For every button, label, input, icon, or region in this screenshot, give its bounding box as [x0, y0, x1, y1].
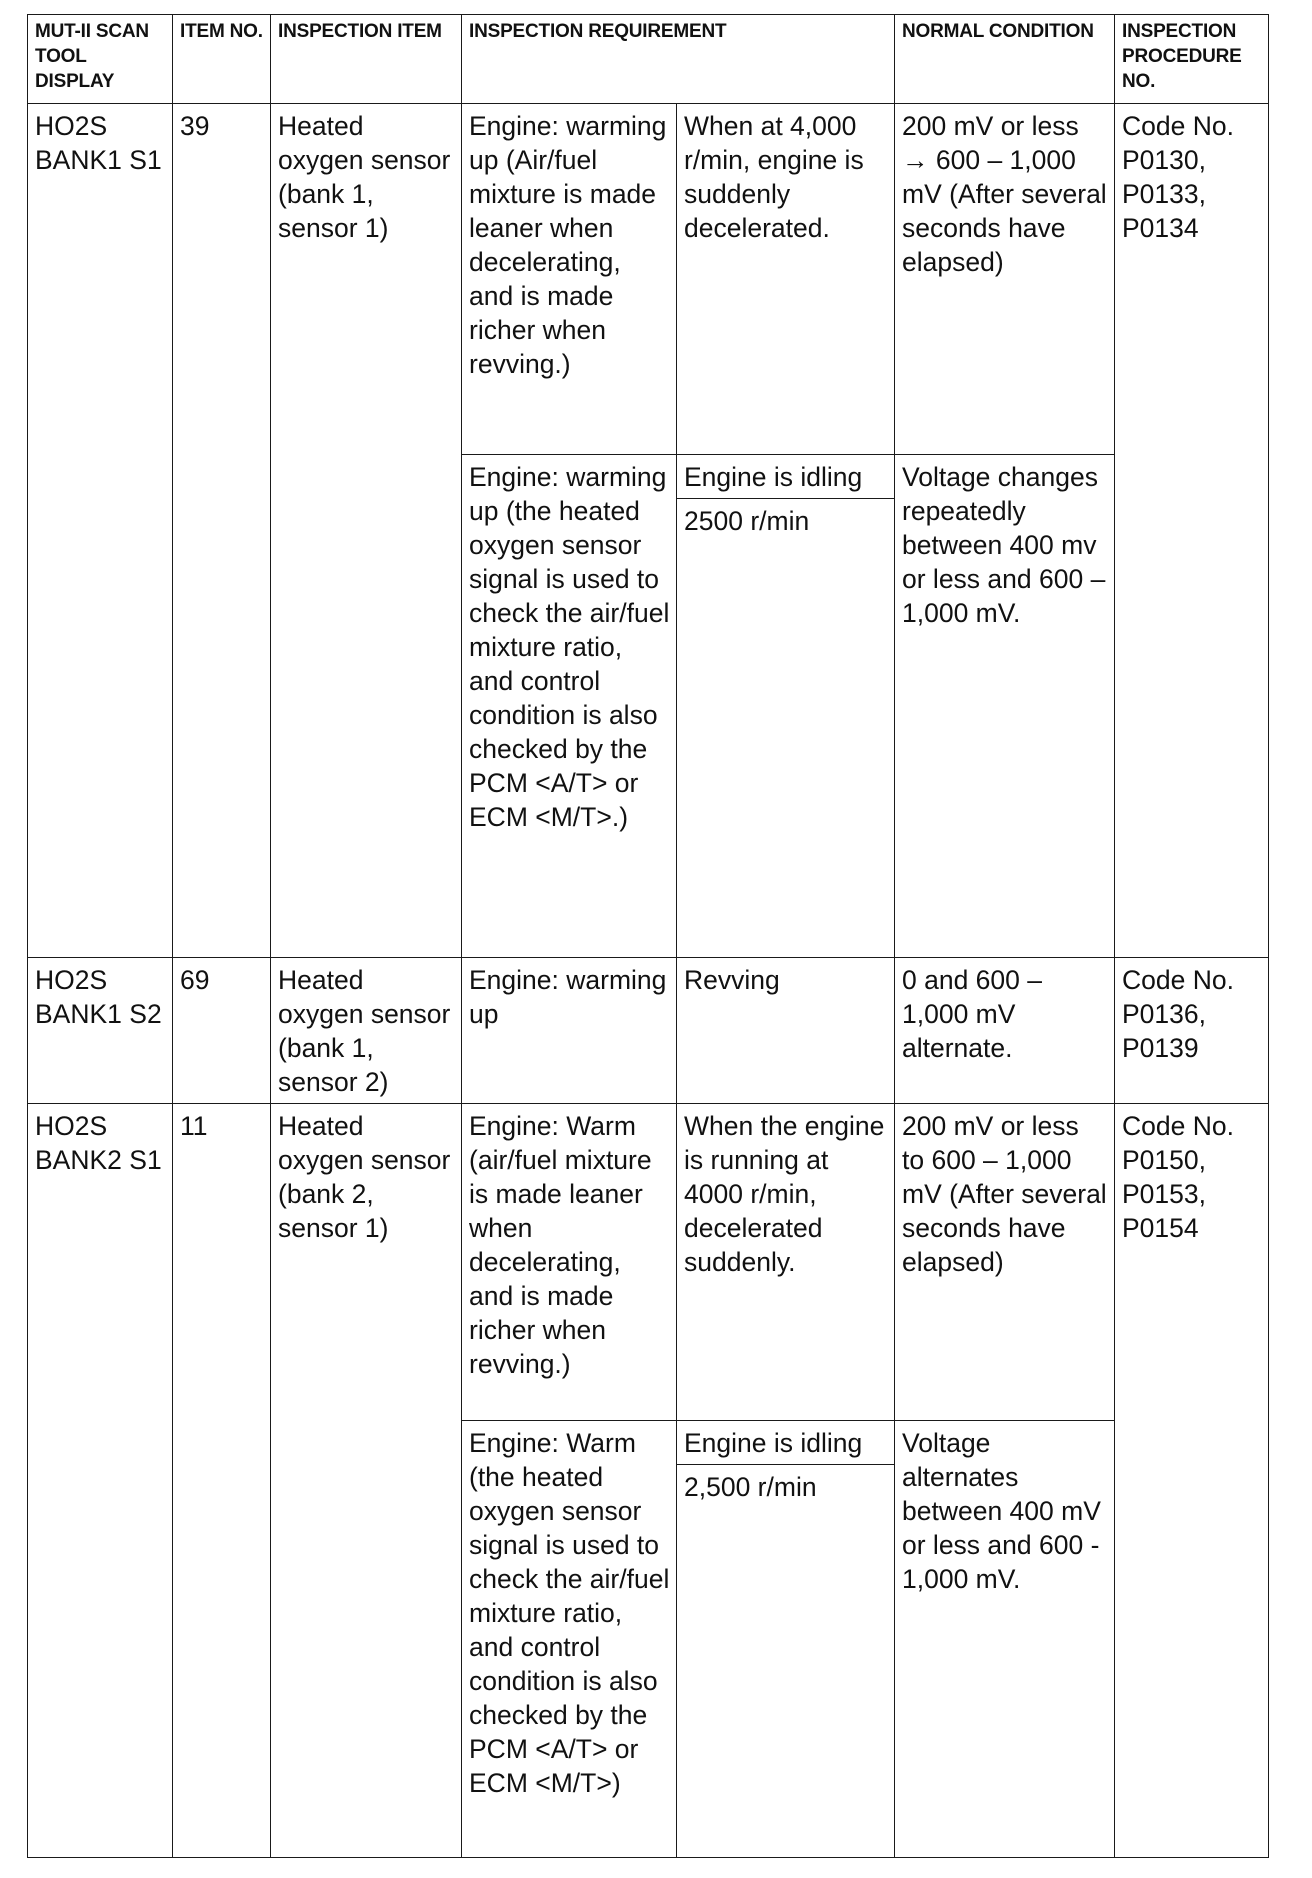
item-no-cell: 11 [173, 1104, 271, 1858]
condition-cell: When the engine is running at 4000 r/min, decelerated suddenly. [677, 1104, 895, 1421]
condition-cell: 2500 r/min [677, 499, 895, 958]
header-scan-tool-display: MUT-II SCAN TOOL DISPLAY [28, 15, 173, 104]
header-row [28, 15, 1269, 104]
condition-cell: 2,500 r/min [677, 1465, 895, 1858]
inspection-item-cell: Heated oxygen sensor (bank 2, sensor 1) [271, 1104, 462, 1858]
item-no-cell: 69 [173, 958, 271, 1104]
inspection-table [27, 14, 1269, 1858]
item-no-cell: 39 [173, 104, 271, 958]
table-row [28, 1104, 1269, 1421]
scan-tool-display-cell: HO2S BANK1 S1 [28, 104, 173, 958]
header-item-no: ITEM NO. [173, 15, 271, 104]
normal-condition-cell: 200 mV or less to 600 – 1,000 mV (After several seconds have elapsed) [895, 1104, 1115, 1421]
normal-condition-cell: Voltage alternates between 400 mV or less and 600 - 1,000 mV. [895, 1421, 1115, 1858]
procedure-cell: Code No. P0136, P0139 [1115, 958, 1269, 1104]
requirement-cell: Engine: warming up [462, 958, 677, 1104]
table-row [28, 958, 1269, 1104]
requirement-cell: Engine: Warm (the heated oxygen sensor signal is used to check the air/fuel mixture ratio, and control condition is also checked by the PCM <A/T> or ECM <M/T>) [462, 1421, 677, 1858]
inspection-item-cell: Heated oxygen sensor (bank 1, sensor 2) [271, 958, 462, 1104]
condition-cell: Engine is idling [677, 1421, 895, 1465]
normal-condition-cell: 200 mV or less → 600 – 1,000 mV (After several seconds have elapsed) [895, 104, 1115, 455]
header-inspection-item: INSPECTION ITEM [271, 15, 462, 104]
normal-condition-cell: Voltage changes repeatedly between 400 mv or less and 600 – 1,000 mV. [895, 455, 1115, 958]
header-inspection-requirement: INSPECTION REQUIREMENT [462, 15, 895, 104]
header-inspection-procedure: INSPECTION PROCEDURE NO. [1115, 15, 1269, 104]
scan-tool-display-cell: HO2S BANK1 S2 [28, 958, 173, 1104]
scan-tool-display-cell: HO2S BANK2 S1 [28, 1104, 173, 1858]
table-row [28, 104, 1269, 455]
requirement-cell: Engine: warming up (Air/fuel mixture is made leaner when decelerating, and is made richer when revving.) [462, 104, 677, 455]
procedure-cell: Code No. P0130, P0133, P0134 [1115, 104, 1269, 958]
requirement-cell: Engine: warming up (the heated oxygen sensor signal is used to check the air/fuel mixture ratio, and control condition is also checked by the PCM <A/T> or ECM <M/T>.) [462, 455, 677, 958]
condition-cell: Engine is idling [677, 455, 895, 499]
normal-condition-cell: 0 and 600 – 1,000 mV alternate. [895, 958, 1115, 1104]
requirement-cell: Engine: Warm (air/fuel mixture is made leaner when decelerating, and is made richer when revving.) [462, 1104, 677, 1421]
condition-cell: When at 4,000 r/min, engine is suddenly decelerated. [677, 104, 895, 455]
procedure-cell: Code No. P0150, P0153, P0154 [1115, 1104, 1269, 1858]
condition-cell: Revving [677, 958, 895, 1104]
header-normal-condition: NORMAL CONDITION [895, 15, 1115, 104]
inspection-item-cell: Heated oxygen sensor (bank 1, sensor 1) [271, 104, 462, 958]
